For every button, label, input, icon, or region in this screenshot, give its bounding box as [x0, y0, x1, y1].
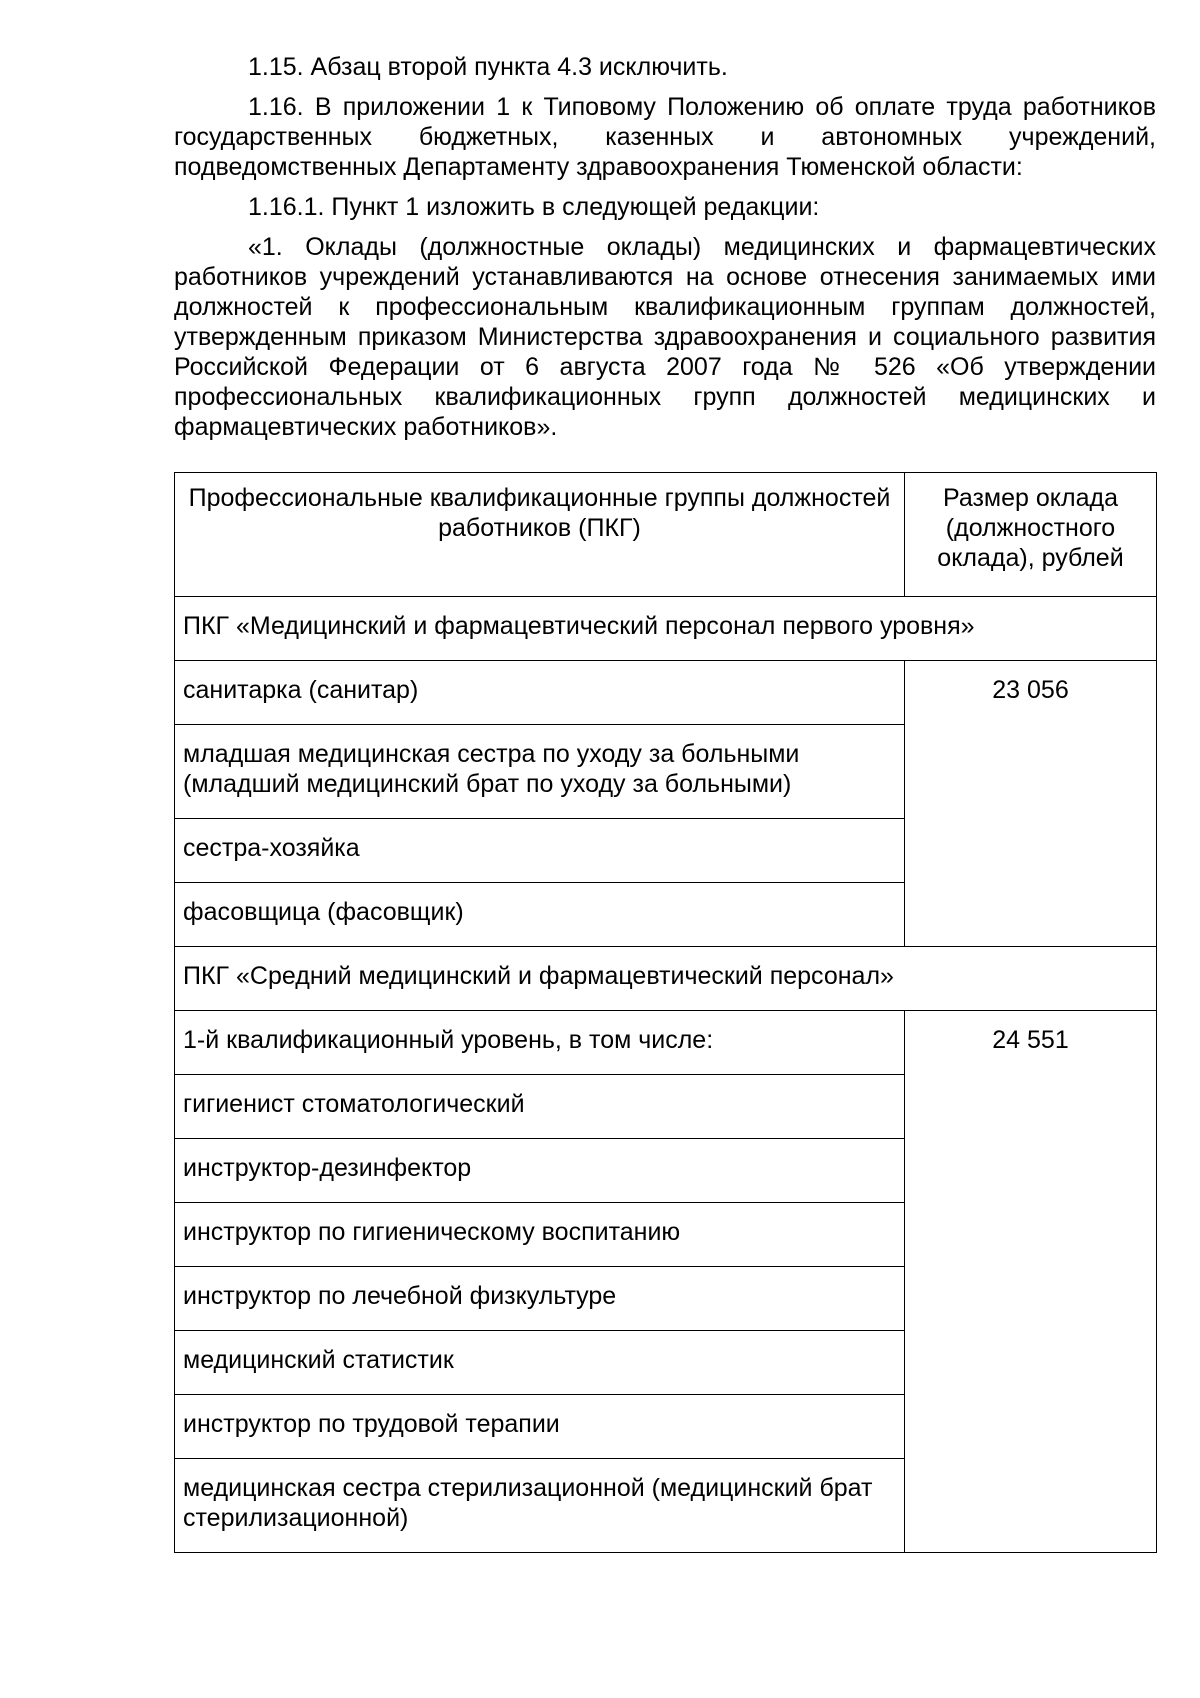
- position-cell: сестра-хозяйка: [175, 819, 905, 883]
- group-title-1: ПКГ «Медицинский и фармацевтический персонал первого уровня»: [175, 597, 1157, 661]
- header-pkg: Профессиональные квалификационные группы должностей работников (ПКГ): [175, 473, 905, 597]
- paragraph-1-16: 1.16. В приложении 1 к Типовому Положению об оплате труда работников государственных бюджетных, казенных и автономных учреждений, подведомственных Департаменту здравоохранения Тюменской области:: [174, 93, 1156, 181]
- table-row: [175, 1011, 1157, 1075]
- group-title-2: ПКГ «Средний медицинский и фармацевтический персонал»: [175, 947, 1157, 1011]
- table-header-row: [175, 473, 1157, 597]
- document-body: [174, 52, 1156, 442]
- group-row: [175, 947, 1157, 1011]
- position-cell: санитарка (санитар): [175, 661, 905, 725]
- position-cell: младшая медицинская сестра по уходу за больными (младший медицинский брат по уходу за больными): [175, 725, 905, 819]
- paragraph-1-15: 1.15. Абзац второй пункта 4.3 исключить.: [248, 53, 728, 81]
- position-cell: инструктор по гигиеническому воспитанию: [175, 1203, 905, 1267]
- position-cell: инструктор по лечебной физкультуре: [175, 1267, 905, 1331]
- salary-value-1: 23 056: [905, 661, 1157, 947]
- salary-value-2: 24 551: [905, 1011, 1157, 1553]
- position-cell: гигиенист стоматологический: [175, 1075, 905, 1139]
- position-cell: 1-й квалификационный уровень, в том числе:: [175, 1011, 905, 1075]
- group-row: [175, 597, 1157, 661]
- table-row: [175, 661, 1157, 725]
- paragraph-point-1: «1. Оклады (должностные оклады) медицинских и фармацевтических работников учреждений устанавливаются на основе отнесения занимаемых ими должностей к профессиональным квалификационным группам должностей, утвержденным приказом Министерства здравоохранения и социального развития Российской Федерации от 6 августа 2007 года № 526 «Об утверждении профессиональных квалификационных групп должностей медицинских и фармацевтических работников».: [174, 233, 1156, 441]
- position-cell: медицинский статистик: [175, 1331, 905, 1395]
- position-cell: инструктор-дезинфектор: [175, 1139, 905, 1203]
- position-cell: медицинская сестра стерилизационной (медицинский брат стерилизационной): [175, 1459, 905, 1553]
- salary-table: [174, 472, 1157, 1553]
- header-salary: Размер оклада (должностного оклада), рублей: [905, 473, 1157, 597]
- position-cell: фасовщица (фасовщик): [175, 883, 905, 947]
- paragraph-1-16-1: 1.16.1. Пункт 1 изложить в следующей редакции:: [248, 193, 820, 221]
- position-cell: инструктор по трудовой терапии: [175, 1395, 905, 1459]
